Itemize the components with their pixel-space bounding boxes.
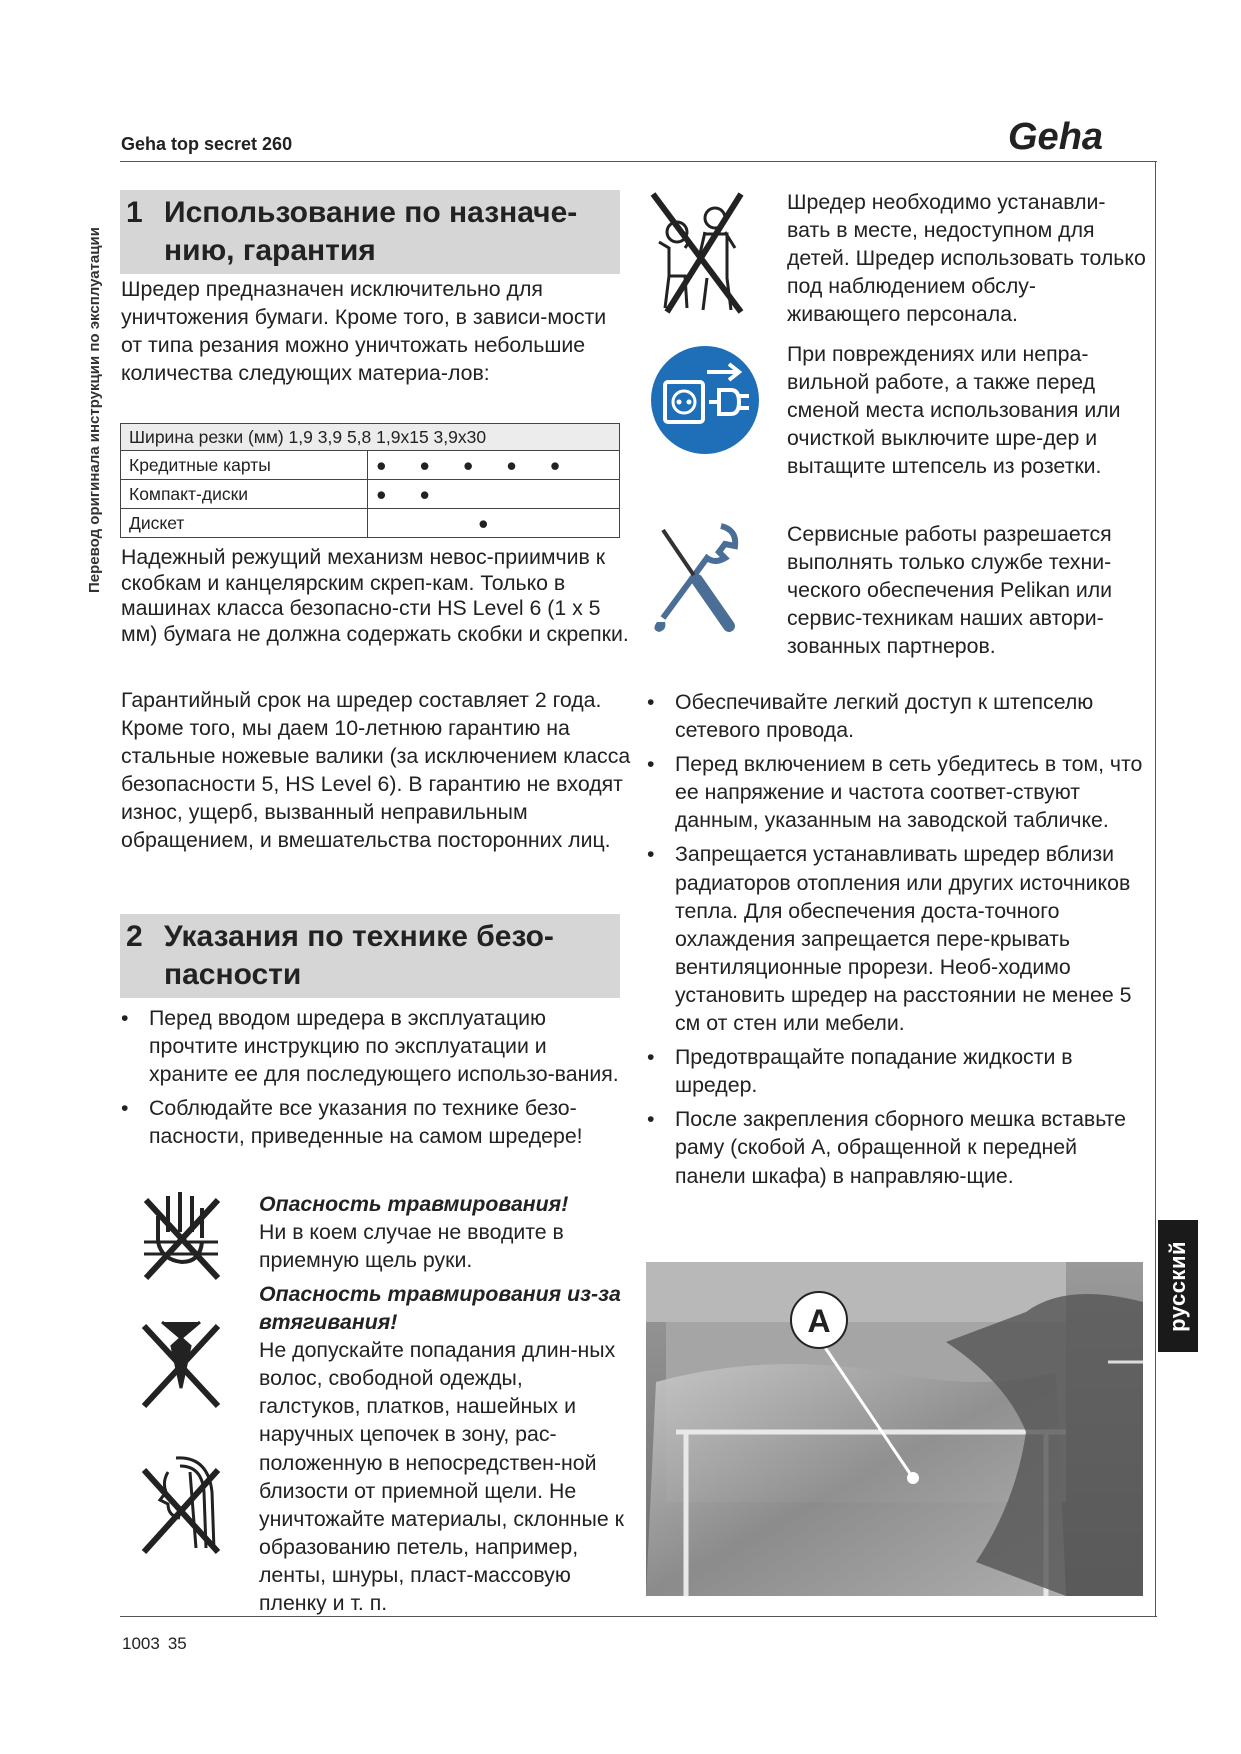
cut-width-table: [120, 423, 620, 538]
section1-intro: Шредер предназначен исключительно для уничтожения бумаги. Кроме того, в зависи-мости от типа резания можно уничтожать небольшие количества следующих материа-лов:: [121, 277, 607, 386]
unplug-instruction-text: При повреждениях или непра-вильной работе, а также перед сменой места использования или очисткой выключите шре-дер и вытащите штепсель из розетки.: [787, 342, 1121, 479]
page-footer: [122, 1634, 187, 1654]
warning-entanglement-title: Опасность травмирования из-за втягивания!: [259, 1282, 621, 1335]
warning-hands-text: Ни в коем случае не вводите в приемную щель руки.: [259, 1220, 564, 1273]
brand-text: Geha: [1008, 116, 1104, 158]
warning-entanglement-text: Не допускайте попадания длин-ных волос, свободной одежды, галстуков, платков, нашейных и наручных цепочек в зону, рас-положенную в непосредствен-ной близости от приемной щели. Не уничтожайте материалы, склонные к образованию петель, например, ленты, шнуры, пласт-массовую пленку и т. п.: [259, 1338, 624, 1616]
table-row: [121, 509, 620, 538]
section2-bullets: [121, 1004, 631, 1156]
list-item: • Перед включением в сеть убедитесь в том, что ее напряжение и частота соответ-ствуют данным, указанным на заводской табличке.: [647, 750, 1147, 834]
section2-number: 2: [126, 920, 143, 953]
table-row-label: Дискет: [121, 509, 368, 538]
list-item: • Запрещается устанавливать шредер вблизи радиаторов отопления или других источников тепла. Для обеспечения доста-точного охлаждения запрещается пере-крывать вентиляционные прорези. Необ-ходимо установить шредер на расстоянии не менее 5 см от стен или мебели.: [647, 840, 1147, 1037]
language-tab: [1158, 1220, 1198, 1352]
language-tab-label: русский: [1165, 1240, 1190, 1332]
photo-callout-label: A: [807, 1303, 831, 1339]
no-tie-icon: [138, 1316, 224, 1412]
doc-code: 1003: [122, 1634, 160, 1653]
section1-title-line2: нию, гарантия: [164, 234, 376, 267]
section2-heading: [120, 914, 620, 998]
table-header-row: [121, 424, 620, 451]
section1-paragraph-warranty: Гарантийный срок на шредер составляет 2 года. Кроме того, мы даем 10-летнюю гарантию на стальные ножевые валики (за исключением класса безопасности 5, HS Level 6). В гарантию не входят износ, ущерб, вызванный неправильным обращением, и вмешательства посторонних лиц.: [121, 688, 631, 853]
bag-frame-photo: [646, 1262, 1143, 1596]
warning-hands-title: Опасность травмирования!: [259, 1192, 569, 1216]
section1-title-line1: Использование по назначе-: [164, 196, 578, 229]
section1-paragraph-staples: Надежный режущий механизм невос-приимчив к скобкам и канцелярским скреп-кам. Только в машинах класса безопасно-сти HS Level 6 (1 x 5 мм) бумага не должна содержать скобки и скрепки.: [121, 545, 629, 646]
no-long-hair-icon: [138, 1452, 224, 1558]
warning-hands: [259, 1190, 629, 1274]
list-item: • После закрепления сборного мешка вставьте раму (скобой A, обращенной к передней панели шкафа) в направляю-щие.: [647, 1105, 1147, 1189]
page-number: 35: [167, 1634, 187, 1653]
section2-title-line2: пасности: [164, 958, 302, 991]
children-warning-text: Шредер необходимо устанавли-вать в месте, недоступном для детей. Шредер использовать только под наблюдением обслу-живающего персонала.: [787, 190, 1146, 327]
list-item: • Предотвращайте попадание жидкости в шредер.: [647, 1043, 1147, 1099]
table-row-marks: ●: [368, 509, 620, 538]
right-rule: [1155, 161, 1156, 1617]
warning-entanglement: [259, 1280, 629, 1617]
table-row-label: Кредитные карты: [121, 451, 368, 480]
section1-number: 1: [126, 196, 143, 229]
right-bullets: [647, 688, 1147, 1196]
unplug-mandatory-icon: [651, 346, 759, 454]
list-item: • Соблюдайте все указания по технике безо-пасности, приведенные на самом шредере!: [121, 1094, 631, 1150]
header-rule: [120, 161, 1157, 162]
table-row-marks: ● ●: [368, 480, 620, 509]
table-row: [121, 480, 620, 509]
list-item: • Перед вводом шредера в эксплуатацию прочтите инструкцию по эксплуатации и храните ее для последующего использо-вания.: [121, 1004, 631, 1088]
section2-title-line1: Указания по технике безо-: [164, 920, 554, 953]
no-hands-icon: [138, 1192, 224, 1284]
document-title: Geha top secret 260: [121, 134, 293, 154]
section1-heading: [120, 190, 620, 274]
tools-service-icon: [649, 522, 741, 634]
table-row: [121, 451, 620, 480]
table-row-label: Компакт-диски: [121, 480, 368, 509]
side-label: Перевод оригинала инструкции по эксплуатации: [86, 227, 103, 593]
no-children-icon: [649, 188, 745, 318]
service-notice-text: Сервисные работы разрешается выполнять только службе техни-ческого обеспечения Pelikan или сервис-техникам наших автори-зованных партнеров.: [787, 522, 1113, 659]
table-row-marks: ● ● ● ● ●: [368, 451, 620, 480]
brand-logo: [1008, 116, 1148, 158]
table-header: Ширина резки (мм) 1,9 3,9 5,8 1,9x15 3,9x30: [121, 424, 620, 451]
list-item: • Обеспечивайте легкий доступ к штепселю сетевого провода.: [647, 688, 1147, 744]
